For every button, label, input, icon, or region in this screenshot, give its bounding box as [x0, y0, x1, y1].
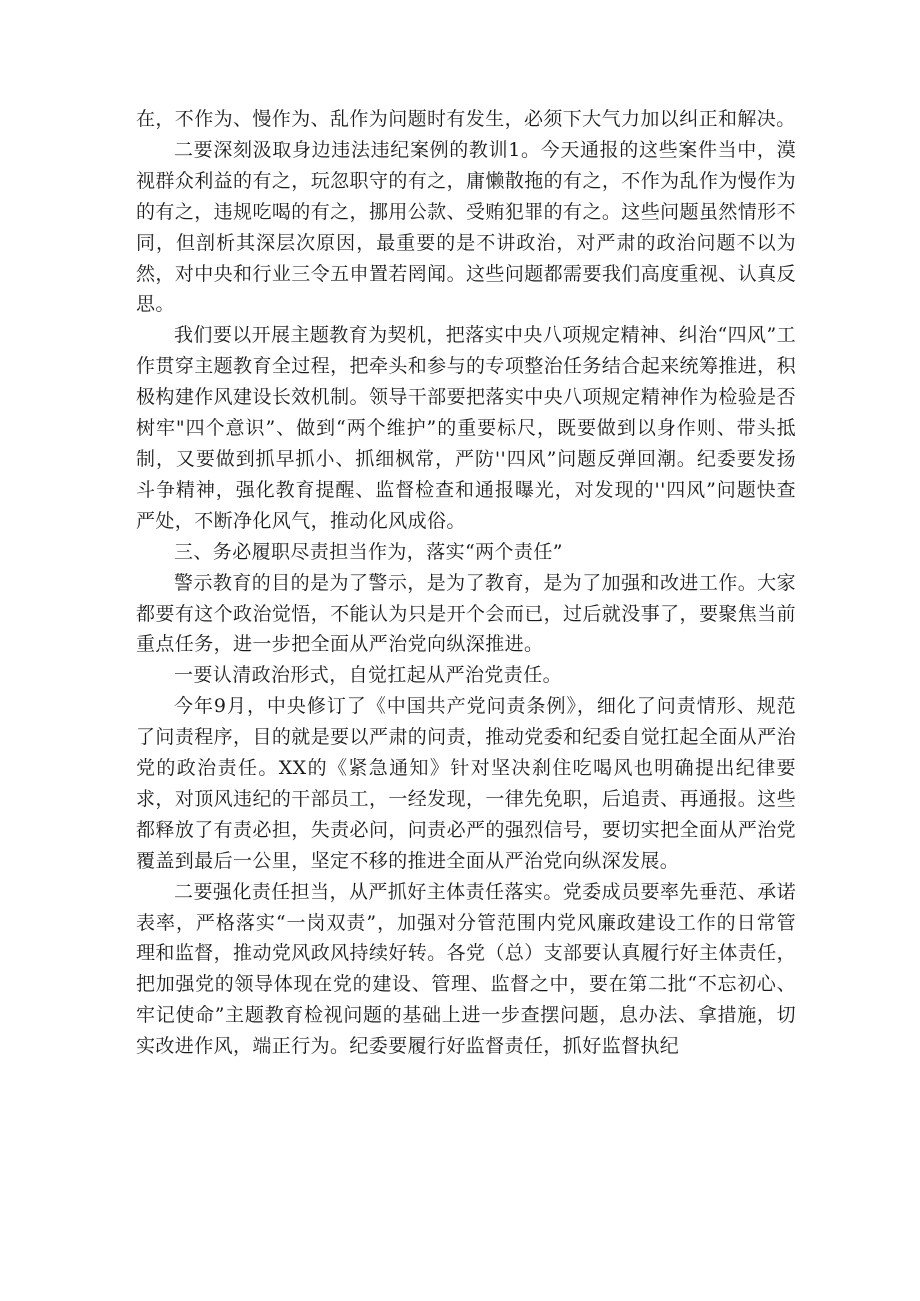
- section-heading-3: 三、务必履职尽责担当作为，落实“两个责任”: [174, 540, 563, 563]
- subheading-1: 一要认清政治形式，自觉扛起从严治党责任。: [174, 664, 563, 687]
- paragraph-3: 我们要以开展主题教育为契机，把落实中央八项规定精神、纠治“四风”工作贯穿主题教育全过程，把牵头和参与的专项整治任务结合起来统筹推进，积极构建作风建设长效机制。领导干部要把落实中央八项规定精神作为检验是否树牢"四个意识”、做到“两个维护”的重要标尺，既要做到以身作则、带头抵制，又要做到抓早抓小、抓细枫常，严防''四风”问题反弹回潮。纪委要发扬斗争精神，强化教育提醒、监督检查和通报曝光，对发现的''四风”问题快查严处，不断净化风气，推动化风成俗。: [136, 324, 796, 532]
- document-body: [136, 104, 796, 1062]
- paragraph-1: 在，不作为、慢作为、乱作为问题时有发生，必须下大气力加以纠正和解决。: [136, 108, 796, 130]
- paragraph-8: 二要强化责任担当，从严抓好主体责任落实。党委成员要率先垂范、承诺表率，严格落实“一岗双责”，加强对分管范围内党风廉政建设工作的日常管理和监督，推动党风政风持续好转。各党（总）支部要认真履行好主体责任，把加强党的领导体现在党的建设、管理、监督之中，要在第二批“不忘初心、牢记使命”主题教育检视问题的基础上进一步查摆问题，息办法、拿措施，切实改进作风，端正行为。纪委要履行好监督责任，抓好监督执纪: [136, 880, 796, 1058]
- paragraph-2: 二要深刻汲取身边违法违纪案例的教训1。今天通报的这些案件当中，漠视群众利益的有之，玩忽职守的有之，庸懒散拖的有之，不作为乱作为慢作为的有之，违规吃喝的有之，挪用公款、受贿犯罪的有之。这些问题虽然情形不同，但剖析其深层次原因，最重要的是不讲政治，对严肃的政治问题不以为然，对中央和行业三令五申置若罔闻。这些问题都需要我们高度重视、认真反思。: [136, 138, 796, 316]
- paragraph-5: 警示教育的目的是为了警示，是为了教育，是为了加强和改进工作。大家都要有这个政治觉悟，不能认为只是开个会而已，过后就没事了，要聚焦当前重点任务，进一步把全面从严治党向纵深推进。: [136, 571, 796, 656]
- paragraph-7: 今年9月，中央修订了《中国共产党问责条例》，细化了问责情形、规范了问责程序，目的就是要以严肃的问责，推动党委和纪委自觉扛起全面从严治党的政治责任。XX的《紧急通知》针对坚决刹住吃喝风也明确提出纪律要求，对顶风违纪的干部员工，一经发现，一律先免职，后追责、再通报。这些都释放了有责必担，失责必问，问责必严的强烈信号，要切实把全面从严治党覆盖到最后一公里，坚定不移的推进全面从严治党向纵深发展。: [136, 695, 796, 872]
